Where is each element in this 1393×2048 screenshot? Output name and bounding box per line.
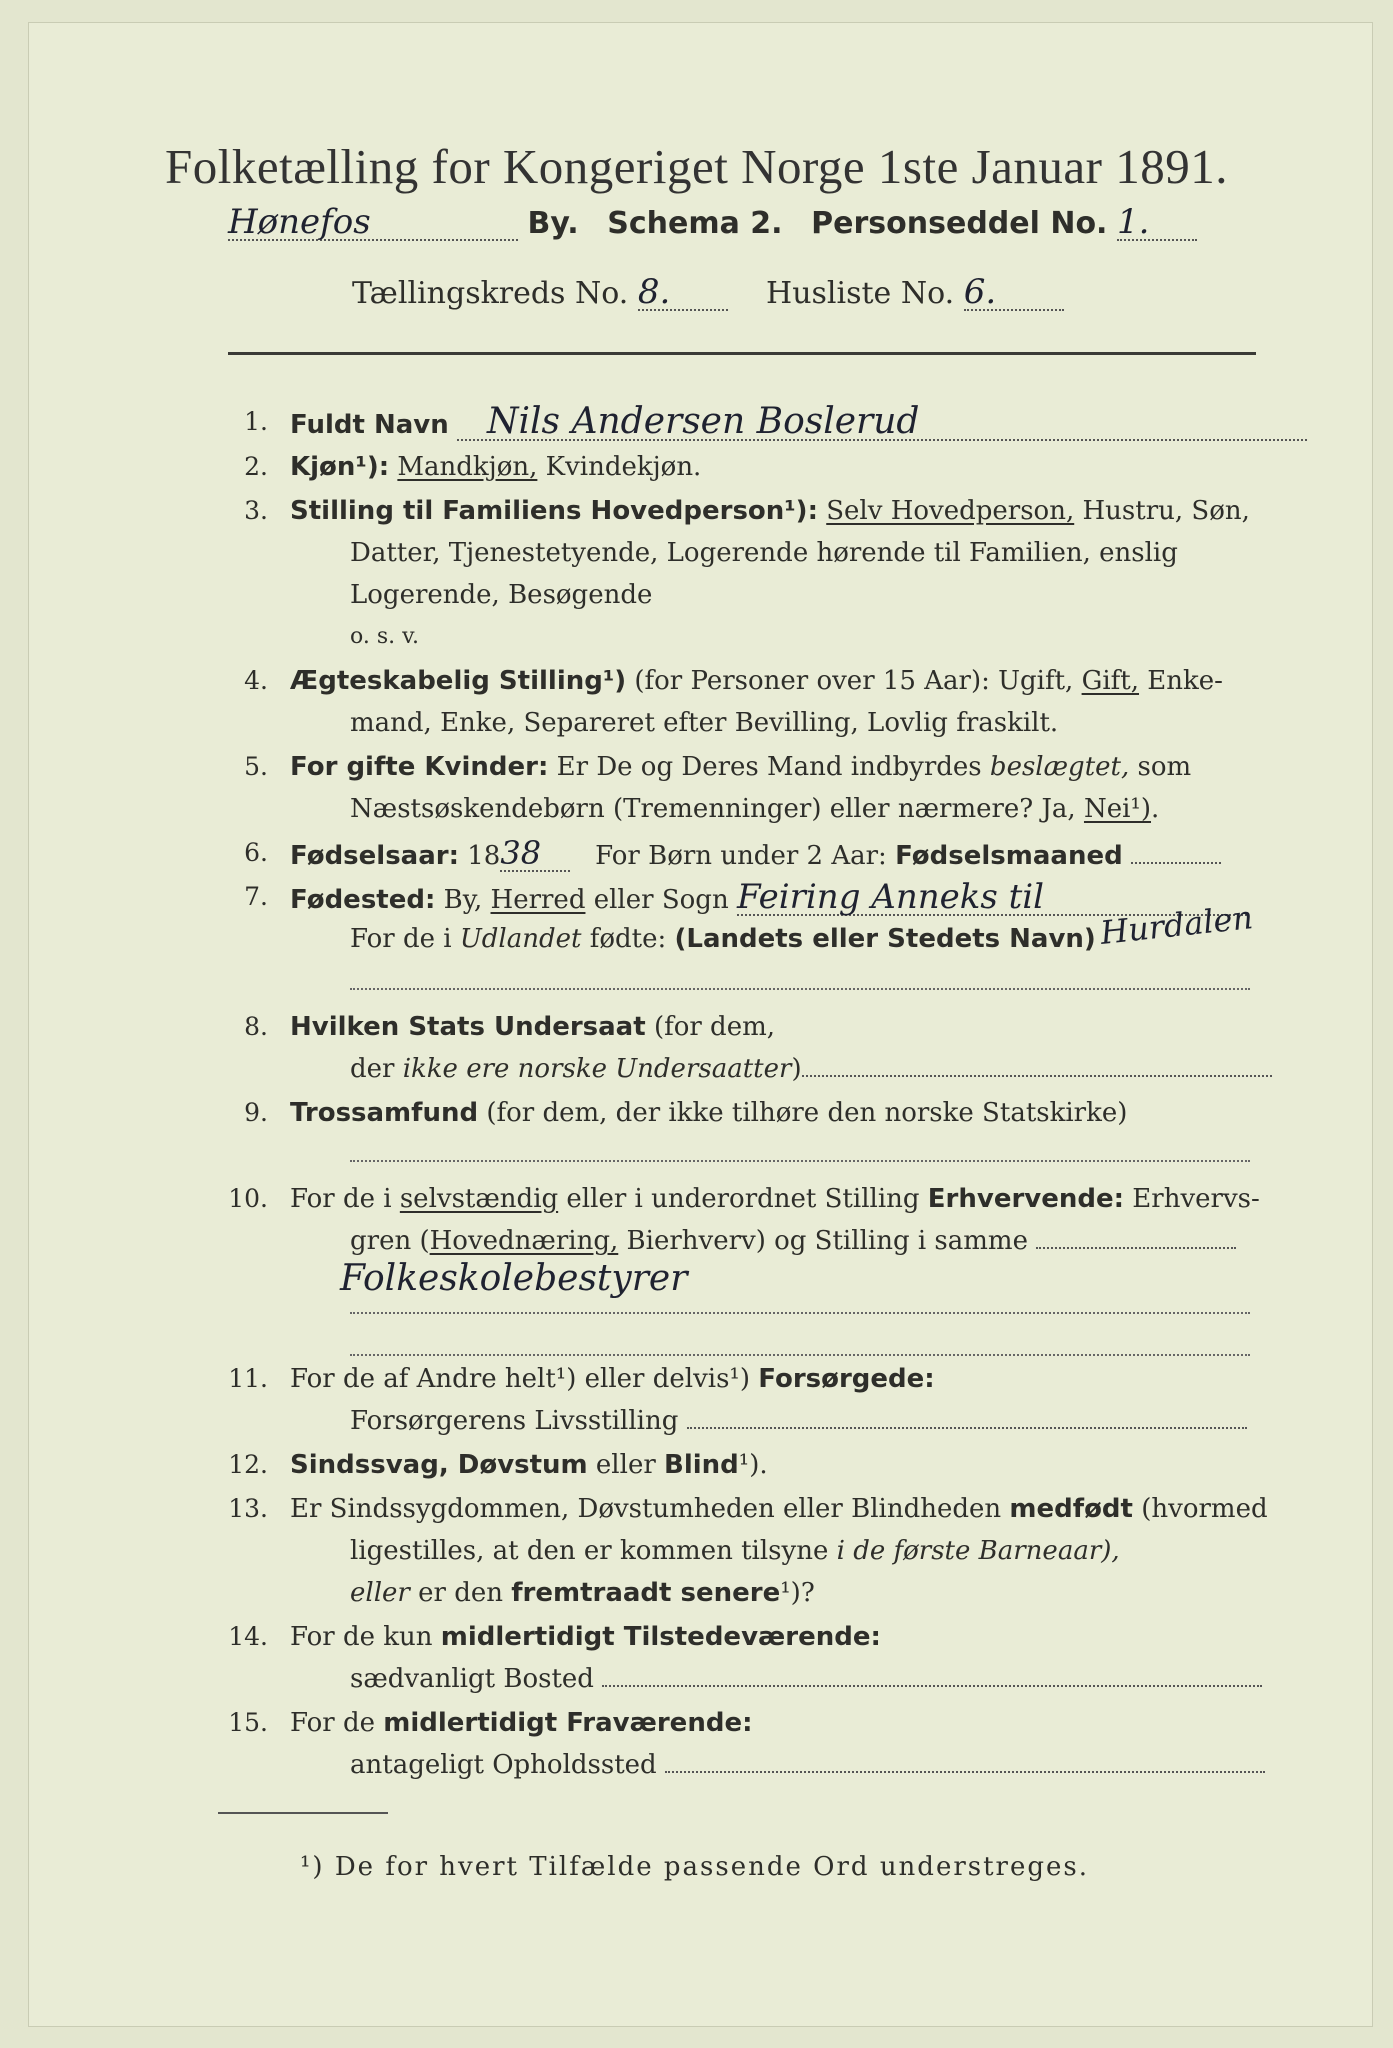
q7-number: 7. (244, 882, 268, 911)
city-value: Hønefos (228, 205, 518, 241)
q13-line2-italic: i de første Barneaar), (836, 1536, 1120, 1566)
q15-field (665, 1771, 1265, 1773)
q10-line2-pre: gren ( (350, 1226, 430, 1256)
q11-number: 11. (228, 1364, 268, 1393)
q13-line1-pre: Er Sindssygdommen, Døvstumheden eller Blindheden (290, 1494, 1002, 1524)
q7-extra-line (350, 988, 1250, 990)
q4-selected: Gift, (1081, 666, 1140, 696)
q8-line2-italic: ikke ere norske Undersaatter (402, 1054, 792, 1084)
q7-line2-italic: Udlandet (459, 924, 582, 954)
q10-line1-ul: selvstændig (399, 1184, 559, 1214)
q15-number: 15. (228, 1708, 268, 1737)
q10-line2-ul: Hovednæring, (429, 1226, 619, 1256)
q7-line2-mid: fødte: (589, 924, 667, 954)
q8-line2: der ikke ere norske Undersaatter) (350, 1052, 1272, 1086)
q13-line1-bold: medfødt (1009, 1494, 1133, 1524)
q12-label: Sindssvag, Døvstum (290, 1450, 588, 1480)
q9-number: 9. (244, 1098, 268, 1127)
q6-year-value: 38 (500, 836, 570, 872)
q13-line3-italic: eller (350, 1578, 410, 1608)
q5-selected: Nei¹) (1083, 794, 1151, 824)
q14-line1 (290, 1620, 881, 1654)
q15-line2: antageligt Opholdssted (350, 1750, 657, 1780)
q7-line2-label: (Landets eller Stedets Navn) (674, 924, 1096, 954)
q8-number: 8. (244, 1012, 268, 1041)
q3-number: 3. (244, 496, 268, 525)
q12-number: 12. (228, 1450, 268, 1479)
q12-end: ¹). (738, 1450, 768, 1480)
q7-line2 (350, 922, 1096, 956)
q8-label: Hvilken Stats Undersaat (290, 1012, 646, 1042)
q3-line4: o. s. v. (350, 624, 419, 649)
schema-label: Schema 2. (607, 206, 783, 241)
q12-row (290, 1448, 768, 1482)
personseddel-label: Personseddel No. (811, 206, 1108, 241)
city-line (228, 202, 1197, 242)
footnote-rule (218, 1812, 388, 1814)
q8-field (802, 1075, 1272, 1077)
q14-number: 14. (228, 1622, 268, 1651)
q14-line2 (350, 1662, 1262, 1696)
q5-line1-rest: Er De og Deres Mand indbyrdes (556, 752, 982, 782)
q3-selected: Selv Hovedperson, (826, 496, 1075, 526)
q5-line1-end: som (1137, 752, 1192, 782)
q12-label2: Blind (664, 1450, 739, 1480)
q6-row (290, 836, 1221, 873)
form-title: Folketælling for Kongeriget Norge 1ste Januar 1891. (165, 139, 1228, 194)
q2-other: Kvindekjøn. (545, 452, 702, 482)
q5-line2-end: . (1151, 794, 1160, 824)
q10-line2 (350, 1224, 1236, 1258)
q7-opt-rest: eller Sogn (593, 885, 729, 915)
kreds-label: Tællingskreds No. (352, 276, 629, 311)
q2-row (290, 450, 701, 484)
q2-number: 2. (244, 452, 268, 481)
husliste-label: Husliste No. (766, 276, 955, 311)
q4-line1-pre: (for Personer over 15 Aar): Ugift, (634, 666, 1074, 696)
q9-label: Trossamfund (290, 1098, 479, 1128)
q10-field-a (350, 1312, 1250, 1314)
q11-line2 (350, 1404, 1247, 1438)
q2-label: Kjøn¹): (290, 452, 390, 482)
q9-field (350, 1160, 1250, 1162)
q11-line2: Forsørgerens Livsstilling (350, 1406, 679, 1436)
q5-number: 5. (244, 752, 268, 781)
q10-line2-field (1036, 1247, 1236, 1249)
q10-line1 (290, 1182, 1260, 1216)
q7-birthplace-value: Feiring Anneks til (737, 880, 1247, 916)
q15-line1 (290, 1706, 752, 1740)
by-label: By. (527, 206, 579, 241)
footnote: ¹) De for hvert Tilfælde passende Ord understreges. (300, 1852, 1090, 1882)
q4-label: Ægteskabelig Stilling¹) (290, 666, 627, 696)
kreds-line (352, 272, 1064, 312)
q6-rest: For Børn under 2 Aar: (595, 841, 887, 871)
q6-number: 6. (244, 838, 268, 867)
q13-line3-bold: fremtraadt senere (511, 1578, 781, 1608)
q4-line1-post: Enke- (1147, 666, 1223, 696)
q10-line1-mid: eller i underordnet Stilling (566, 1184, 920, 1214)
q10-line1-pre: For de i (290, 1184, 392, 1214)
q6-rest-label: Fødselsmaaned (895, 841, 1123, 871)
q15-line2 (350, 1748, 1265, 1782)
q13-line2-pre: ligestilles, at den er kommen tilsyne (350, 1536, 829, 1566)
q13-line2 (350, 1534, 1120, 1568)
q13-number: 13. (228, 1494, 268, 1523)
q11-line1-pre: For de af Andre helt¹) eller delvis¹) (290, 1364, 750, 1394)
q14-field (602, 1685, 1262, 1687)
q7-birthplace-value-2: Hurdalen (1098, 898, 1255, 952)
q10-occupation-value: Folkeskolebestyrer (340, 1258, 688, 1299)
q11-line1-bold: Forsørgede: (758, 1364, 935, 1394)
q3-line2: Datter, Tjenestetyende, Logerende hørende til Familien, enslig (350, 538, 1178, 568)
q10-line2-rest: Bierhverv) og Stilling i samme (626, 1226, 1028, 1256)
q10-line1-bold: Erhvervende: (927, 1184, 1125, 1214)
q8-line1-rest: (for dem, (653, 1012, 775, 1042)
q13-line3-mid: er den (418, 1578, 503, 1608)
q5-label: For gifte Kvinder: (290, 752, 549, 782)
q4-line1 (290, 664, 1223, 698)
q15-line1-bold: midlertidigt Fraværende: (383, 1708, 753, 1738)
q10-line1-end: Erhvervs- (1132, 1184, 1260, 1214)
q7-line2-pre: For de i (350, 924, 452, 954)
q7-label: Fødested: (290, 885, 436, 915)
q11-field (687, 1427, 1247, 1429)
q14-line1-bold: midlertidigt Tilstedeværende: (440, 1622, 881, 1652)
q5-line1 (290, 750, 1191, 784)
q12-mid: eller (595, 1450, 656, 1480)
q9-line1 (290, 1096, 1127, 1130)
q10-number: 10. (228, 1184, 268, 1213)
personseddel-value: 1. (1117, 205, 1197, 241)
q2-selected: Mandkjøn, (397, 452, 538, 482)
q9-rest: (for dem, der ikke tilhøre den norske Statskirke) (486, 1098, 1128, 1128)
q14-line2: sædvanligt Bosted (350, 1664, 594, 1694)
q13-line1 (290, 1492, 1268, 1526)
q15-line1-pre: For de (290, 1708, 375, 1738)
husliste-value: 6. (964, 275, 1064, 311)
q5-line2 (350, 792, 1159, 826)
q1-name-value: Nils Andersen Boslerud (457, 405, 1307, 441)
q6-month-field (1131, 862, 1221, 864)
q10-field-b (350, 1354, 1250, 1356)
q13-line1-end: (hvormed (1141, 1494, 1268, 1524)
q7-selected: Herred (490, 885, 586, 915)
q6-label: Fødselsaar: (290, 841, 459, 871)
q13-line3 (350, 1576, 815, 1610)
q13-line3-end: ¹)? (780, 1578, 815, 1608)
q7-opt-by: By, (443, 885, 483, 915)
q4-line2: mand, Enke, Separeret efter Bevilling, Lovlig fraskilt. (350, 708, 1059, 738)
q3-line1-rest: Hustru, Søn, (1082, 496, 1250, 526)
q1-number: 1. (244, 407, 268, 436)
header-rule (228, 352, 1256, 355)
q4-number: 4. (244, 666, 268, 695)
q5-line2-pre: Næstsøskendebørn (Tremenninger) eller nærmere? Ja, (350, 794, 1076, 824)
q5-line1-italic: beslægtet, (989, 752, 1130, 782)
kreds-value: 8. (638, 275, 728, 311)
q3-line1 (290, 494, 1250, 528)
q6-prefix: 18 (467, 841, 501, 871)
q8-line1 (290, 1010, 775, 1044)
q8-line2-pre: der (350, 1054, 395, 1084)
q1-row (290, 401, 1307, 442)
q3-label: Stilling til Familiens Hovedperson¹): (290, 496, 818, 526)
q14-line1-pre: For de kun (290, 1622, 433, 1652)
q3-line3: Logerende, Besøgende (350, 580, 653, 610)
q7-line1 (290, 877, 1247, 917)
q11-line1 (290, 1362, 935, 1396)
q1-label: Fuldt Navn (290, 410, 449, 440)
